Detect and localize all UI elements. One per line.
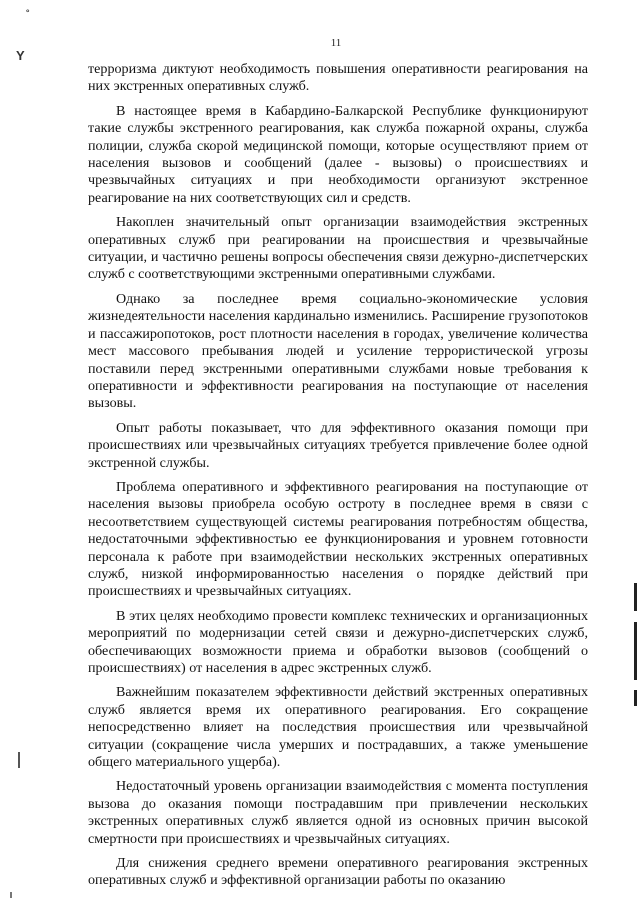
paragraph-conditions: Однако за последнее время социально-экономические условия жизнедеятельности населения кардинально изменились. Расширение грузопотоков и пассажиропотоков, рост плотности населения в городах, увеличение количества мест массового пребывания людей и усиление террористической угрозы поставили перед экстренными оперативными службами новые требования к оперативности и эффективности реагирования на поступающие от населения вызовы. [88,290,588,412]
paragraph-experience: Накоплен значительный опыт организации взаимодействия экстренных оперативных служб при реагировании на происшествия и чрезвычайные ситуации, и частично решены вопросы обеспечения связи дежурно-диспетчерских служб с соответствующими экстренными оперативными службами. [88,214,588,283]
scan-mark-left: Y [16,48,25,63]
paragraph-reduction: Для снижения среднего времени оперативного реагирования экстренных оперативных служб и эффективной организации работы по оказанию [88,855,588,889]
paragraph-emergency-services: В настоящее время в Кабардино-Балкарской Республике функционируют такие службы экстренного реагирования, как служба пожарной охраны, служба полиции, служба скорой медицинской помощи, которые осуществляют прием от населения вызовов и сообщений (далее - вызовы) о происшествиях и чрезвычайных ситуациях и при необходимости организуют экстренное реагирование на них соответствующих сил и средств. [88,102,588,206]
page-number: 11 [330,37,342,49]
scan-edge-mark [634,583,637,611]
scan-edge-mark [18,752,20,768]
paragraph-problem: Проблема оперативного и эффективного реагирования на поступающие от населения вызовы приобрела особую остроту в последнее время в связи с несоответствием существующей системы реагирования потребностям общества, недостаточными эффективностью ее функционирования и уровнем готовности персонала к работе при взаимодействии нескольких экстренных оперативных служб, низкой информированностью населения о порядке действий при происшествиях и чрезвычайных ситуациях. [88,478,588,600]
scan-edge-mark [634,690,637,706]
scan-edge-mark [634,622,637,680]
scan-edge-mark [10,892,12,898]
paragraph-continuation: терроризма диктуют необходимость повышения оперативности реагирования на них экстренных оперативных служб. [88,61,588,95]
paragraph-work-experience: Опыт работы показывает, что для эффективного оказания помощи при происшествиях или чрезвычайных ситуациях требуется привлечение более одной экстренной службы. [88,419,588,471]
paragraph-measures: В этих целях необходимо провести комплекс технических и организационных мероприятий по модернизации сетей связи и дежурно-диспетчерских служб, обеспечивающих возможности приема и обработки вызовов (сообщений о происшествиях) от населения в адрес экстренных служб. [88,607,588,676]
paragraph-interaction-level: Недостаточный уровень организации взаимодействия с момента поступления вызова до оказания помощи пострадавшим при привлечении нескольких экстренных оперативных служб является одной из основных причин высокой смертности при происшествиях и чрезвычайных ситуациях. [88,778,588,847]
scan-mark-top: ˚ [26,8,30,22]
paragraph-key-indicator: Важнейшим показателем эффективности действий экстренных оперативных служб является время их оперативного реагирования. Его сокращение непосредственно влияет на последствия происшествия или чрезвычайной ситуации (сокращение числа умерших и пострадавших, а также уменьшение общего материального ущерба). [88,684,588,771]
document-body [88,61,588,897]
